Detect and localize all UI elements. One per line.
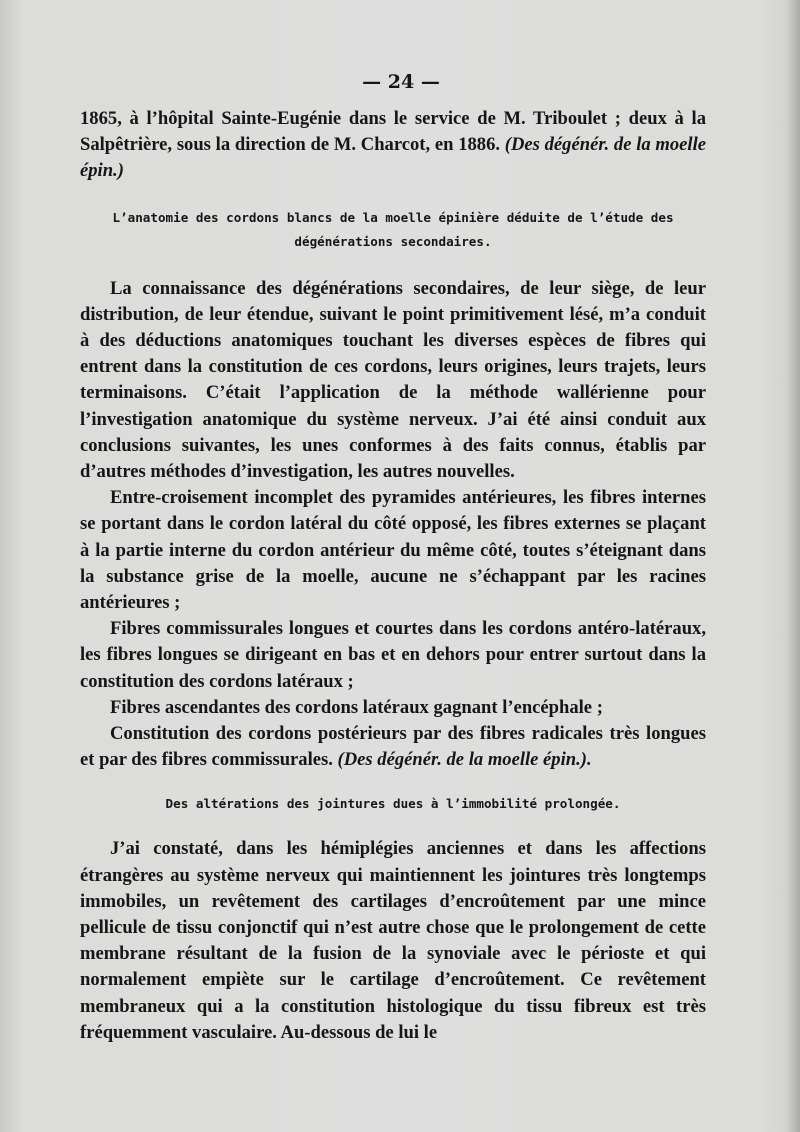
section-heading-anatomie: L’anatomie des cordons blancs de la moelle épinière déduite de l’étude des dégénérations secondaires. [112, 209, 674, 249]
page-number: — 24 — [362, 71, 440, 93]
paragraph-entre-croisement: Entre-croisement incomplet des pyramides antérieures, les fibres internes se portant dans le cordon latéral du côté opposé, les fibres externes se plaçant à la partie interne du cordon antérieur du même côté, toutes s’éteignant dans la substance grise de la moelle, aucune ne s’échappant par les racines antérieures ; [80, 487, 706, 614]
paragraph-fibres-commissurales: Fibres commissurales longues et courtes dans les cordons antéro-latéraux, les fibres longues se dirigeant en bas et en dehors pour entrer surtout dans la constitution des cordons latéraux ; [80, 618, 706, 692]
opening-paragraph-citation: (Des dégénér. de la moelle épin.) [80, 134, 706, 182]
page-edge-shadow [786, 0, 800, 1132]
paragraph-cordons-posterieurs [80, 721, 706, 773]
paragraph-jointures: J’ai constaté, dans les hémiplégies anciennes et dans les affections étrangères au système nerveux qui maintiennent les jointures très longtemps immobiles, un revêtement des cartilages d’encroûtement par une mince pellicule de tissu conjonctif qui n’est autre chose que le prolongement de cette membrane résultant de la fusion de la synoviale avec le périoste et qui normalement empiète sur le cartilage d’encroûtement. Ce revêtement membraneux qui a la constitution histologique du tissu fibreux est très fréquemment vasculaire. Au-dessous de lui le [80, 838, 706, 1043]
opening-paragraph [80, 106, 706, 185]
section-heading-jointures: Des altérations des jointures dues à l’immobilité prolongée. [165, 796, 621, 812]
opening-paragraph-text: 1865, à l’hôpital Sainte-Eugénie dans le service de M. Triboulet ; deux à la Salpêtrière, sous la direction de M. Charcot, en 1886. [80, 108, 706, 156]
page-content [80, 70, 706, 1046]
paragraph-cordons-posterieurs-text: Constitution des cordons postérieurs par des fibres radicales très longues et par des fibres commissurales. [80, 723, 706, 771]
paragraph-fibres-ascendantes: Fibres ascendantes des cordons latéraux gagnant l’encéphale ; [110, 696, 603, 718]
paragraph-degenerations: La connaissance des dégénérations secondaires, de leur siège, de leur distribution, de leur étendue, suivant le point primitivement lésé, m’a conduit à des déductions anatomiques touchant les diverses espèces de fibres qui entrent dans la constitution de ces cordons, leurs origines, leurs trajets, leurs terminaisons. C’était l’application de la méthode wallérienne pour l’investigation anatomique du système nerveux. J’ai été ainsi conduit aux conclusions suivantes, les unes conformes à des faits connus, établis par d’autres méthodes d’investigation, les autres nouvelles. [80, 277, 706, 483]
paragraph-cordons-posterieurs-citation: (Des dégénér. de la moelle épin.). [337, 749, 592, 771]
